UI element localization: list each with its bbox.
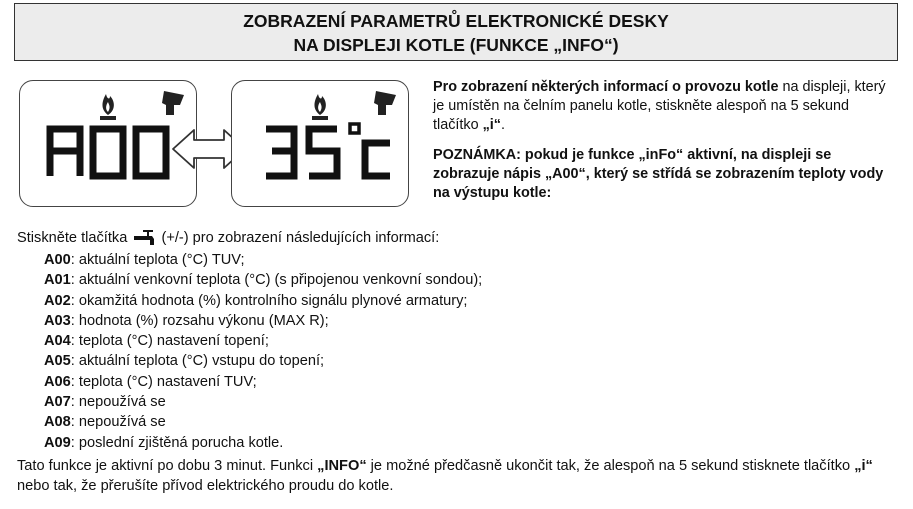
- list-item: [44, 372, 482, 392]
- list-item: [44, 291, 482, 311]
- info-parameter-list: [44, 250, 482, 453]
- intro-after: (+/-) pro zobrazení následujících informací:: [161, 230, 440, 246]
- item-text: : aktuální teplota (°C) vstupu do topení;: [70, 353, 325, 370]
- item-code: A00: [44, 252, 71, 268]
- item-text: : teplota (°C) nastavení topení;: [70, 333, 269, 350]
- instruction-bold: Pro zobrazení některých informací o provozu kotle: [433, 79, 779, 95]
- item-code: A02: [44, 292, 71, 309]
- item-text: : poslední zjištěná porucha kotle.: [70, 434, 284, 451]
- buttons-intro: [17, 228, 439, 248]
- item-code: A01: [44, 272, 71, 289]
- item-code: A07: [44, 394, 71, 411]
- list-item: [44, 412, 482, 432]
- list-item: [44, 392, 482, 412]
- section-title: [14, 3, 898, 61]
- list-item: [44, 331, 482, 351]
- item-code: A06: [44, 373, 71, 390]
- list-item: [44, 311, 482, 331]
- footer-bold-1: „INFO“: [317, 458, 367, 474]
- item-code: A08: [44, 414, 71, 431]
- item-text: : nepoužívá se: [70, 394, 166, 411]
- item-code: A03: [44, 312, 71, 329]
- item-text: : hodnota (%) rozsahu výkonu (MAX R);: [70, 312, 329, 329]
- intro-before: Stiskněte tlačítka: [17, 230, 128, 246]
- item-text: : teplota (°C) nastavení TUV;: [70, 373, 257, 390]
- footer-text-2: je možné předčasně ukončit tak, že alespoň na 5 sekund stisknete tlačítko: [366, 458, 855, 474]
- item-code: A04: [44, 333, 71, 350]
- instruction-paragraph: [433, 78, 893, 136]
- item-text: : aktuální teplota (°C) TUV;: [70, 252, 245, 268]
- tap-icon: [133, 230, 155, 246]
- item-code: A05: [44, 353, 71, 370]
- item-code: A09: [44, 434, 71, 451]
- lcd-digits-right: [266, 124, 390, 176]
- item-text: : aktuální venkovní teplota (°C) (s připojenou venkovní sondou);: [70, 272, 483, 289]
- tap-icon: [162, 91, 184, 115]
- note-paragraph: POZNÁMKA: pokud je funkce „inFo“ aktivní, na displeji se zobrazuje nápis „A00“, který se střídá se zobrazením teploty vody na výstupu kotle:: [433, 146, 884, 202]
- instruction-key: „i“: [482, 117, 501, 134]
- title-line-1: ZOBRAZENÍ PARAMETRŮ ELEKTRONICKÉ DESKY: [243, 11, 669, 31]
- list-item: [44, 270, 482, 290]
- item-text: : nepoužívá se: [70, 414, 166, 431]
- lcd-display-right: [231, 80, 409, 207]
- item-text: : okamžitá hodnota (%) kontrolního signálu plynové armatury;: [70, 292, 468, 309]
- list-item: [44, 250, 482, 270]
- footer-bold-2: „i“: [854, 458, 873, 474]
- tap-icon: [374, 91, 396, 115]
- info-description: [433, 78, 893, 203]
- footer-note: [17, 457, 897, 496]
- title-line-2: NA DISPLEJI KOTLE (FUNKCE „INFO“): [293, 35, 619, 55]
- footer-text-3: nebo tak, že přerušíte přívod elektrického proudu do kotle.: [17, 477, 394, 494]
- instruction-normal: na displeji, který je umístěn na čelním panelu kotle, stiskněte alespoň na 5 sekund tlačítko: [433, 79, 886, 134]
- instruction-end: .: [500, 117, 505, 134]
- lcd-digits-left: [50, 129, 166, 176]
- list-item: [44, 433, 482, 453]
- list-item: [44, 351, 482, 371]
- footer-text-1: Tato funkce je aktivní po dobu 3 minut. Funkci: [17, 458, 318, 474]
- flame-icon: [312, 94, 328, 120]
- flame-icon: [100, 94, 116, 120]
